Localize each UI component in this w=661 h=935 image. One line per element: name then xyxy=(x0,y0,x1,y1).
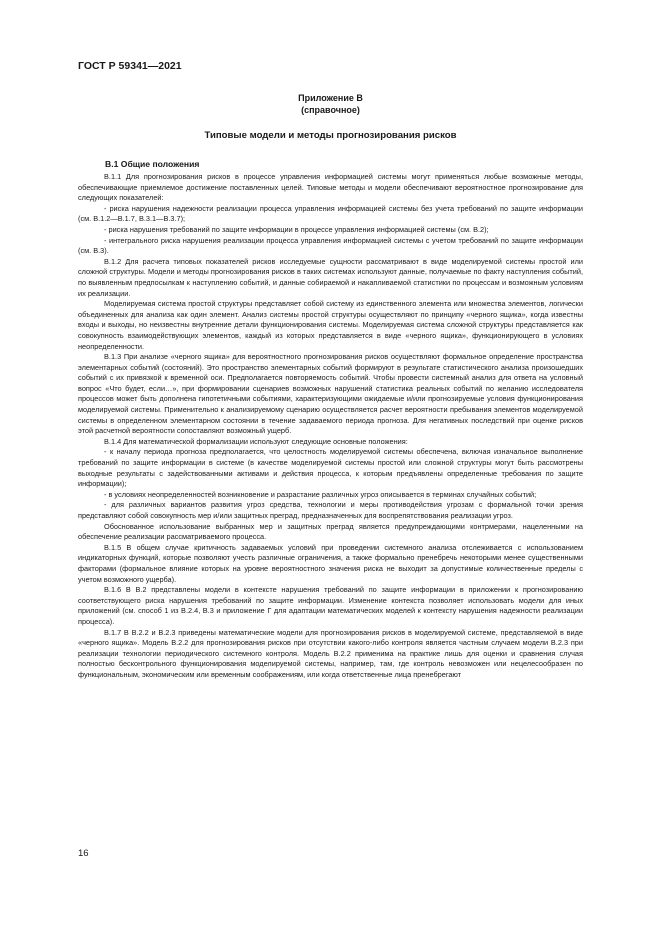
paragraph: - интегрального риска нарушения реализации процесса управления информацией системы с учетом требований по защите информации (см. В.3). xyxy=(78,235,583,256)
paragraph: В.1.5 В общем случае критичность задаваемых условий при проведении системного анализа отслеживается с использованием индикаторных функций, которые позволяют учесть различные ограничения, а также формально пренебречь некоторыми менее существенными факторами (формальное влияние которых на уровне вероятностного значения риска не выходит за допустимые количественные пределы с учетом возможного ущерба). xyxy=(78,542,583,584)
paragraph: - риска нарушения надежности реализации процесса управления информацией системы без учета требований по защите информации (см. В.1.2—В.1.7, В.3.1—В.3.7); xyxy=(78,203,583,224)
paragraph: В.1.3 При анализе «черного ящика» для вероятностного прогнозирования рисков осуществляют формальное определение пространства элементарных событий (состояний). Это пространство элементарных событий формируют в результате статистического анализа произошедших событий с их привязкой к временной оси. Предполагается повторяемость событий. Чтобы провести системный анализ для ответа на условный вопрос «Что будет, если…», при формировании сценариев возможных нарушений статистика реальных событий по желанию исследователя процессов может быть дополнена гипотетичными событиями, характеризующими ожидаемые и/или прогнозируемые условия функционирования моделируемой системы. Применительно к анализируемому сценарию осуществляется расчет вероятности пребывания элементов моделируемой системы в определенном элементарном состоянии в течение задаваемого периода прогноза. Для негативных последствий при оценке рисков этой расчетной вероятности сопоставляют возможный ущерб. xyxy=(78,352,583,436)
appendix-heading xyxy=(78,92,583,116)
paragraph: В.1.4 Для математической формализации используют следующие основные положения: xyxy=(104,436,408,446)
paragraph: Обоснованное использование выбранных мер и защитных преград является предупреждающими контрмерами, нацеленными на обеспечение реализации рассматриваемого процесса. xyxy=(78,521,583,542)
paragraph: В.1.1 Для прогнозирования рисков в процессе управления информацией системы могут применяться любые возможные методы, обеспечивающие приемлемое достижение поставленных целей. Типовые методы и модели обеспечивают вероятностное прогнозирование для следующих показателей: xyxy=(78,172,583,203)
paragraph: - для различных вариантов развития угроз средства, технологии и меры противодействия угрозам с формальной точки зрения представляют собой совокупность мер и/или защитных преград, предназначенных для воспрепятствования реализации угроз. xyxy=(78,500,583,520)
standard-number: ГОСТ Р 59341—2021 xyxy=(78,60,182,72)
paragraph: - к началу периода прогноза предполагается, что целостность моделируемой системы обеспечена, включая изначальное выполнение требований по защите информации в системе (в качестве моделируемой системы простой или сложной структуры могут быть рассмотрены выходные результаты с задействованными активами и действия процесса, к которым предъявлены определенные требования по защите информации); xyxy=(78,447,583,489)
paragraph: - в условиях неопределенностей возникновение и разрастание различных угроз описывается в терминах случайных событий; xyxy=(104,489,537,499)
section-heading: В.1 Общие положения xyxy=(105,159,200,169)
appendix-type: (справочное) xyxy=(301,105,360,115)
paragraph: В.1.6 В В.2 представлены модели в контексте нарушения требований по защите информации в приложении к прогнозированию соответствующего риска нарушения требований по защите информации. Изменение контекста позволяет использовать модели для иных приложений (см. способ 1 из В.2.4, В.3 и приложение Г для адаптации математических моделей к контексту нарушения надежности реализации процесса). xyxy=(78,585,583,626)
paragraph: Моделируемая система простой структуры представляет собой систему из единственного элемента или множества элементов, логически объединенных для анализа как один элемент. Анализ системы простой структуры осуществляют по принципу «черного ящика», когда известны входы и выходы, но неизвестны внутренние детали функционирования системы. Моделируемая система сложной структуры представляется как совокупность взаимодействующих элементов, каждый из которых представляется в виде «черного ящика», функционирующего в условиях неопределенности. xyxy=(78,299,583,351)
paragraph: В.1.7 В В.2.2 и В.2.3 приведены математические модели для прогнозирования рисков в моделируемой системе, представляемой в виде «черного ящика». Модель В.2.2 для прогнозирования рисков при отсутствии какого-либо контроля является частным случаем модели В.2.3 при реализации технологии периодического системного контроля. Модель В.2.2 применима на практике лишь для оценки и сравнения случая полностью бесконтрольного функционирования моделируемой системы, например, там, где контроль невозможен или нецелесообразен по функциональным, экономическим или временным соображениям, или когда ответственные лица пренебрегают xyxy=(78,627,583,679)
paragraph: В.1.2 Для расчета типовых показателей рисков исследуемые сущности рассматривают в виде моделируемой системы простой или сложной структуры. Модели и методы прогнозирования рисков в таких системах используют данные, получаемые по факту наступления событий, по выявленным предпосылкам к наступлению событий, и данные собираемой и накапливаемой статистики по процессам и возможным условиям их реализации. xyxy=(78,256,583,298)
appendix-title: Типовые модели и методы прогнозирования рисков xyxy=(204,130,457,141)
paragraph: - риска нарушения требований по защите информации в процессе управления информацией системы (см. В.2); xyxy=(104,224,489,234)
appendix-label: Приложение В xyxy=(298,93,363,103)
page-number: 16 xyxy=(78,848,89,859)
body-text xyxy=(78,172,583,681)
